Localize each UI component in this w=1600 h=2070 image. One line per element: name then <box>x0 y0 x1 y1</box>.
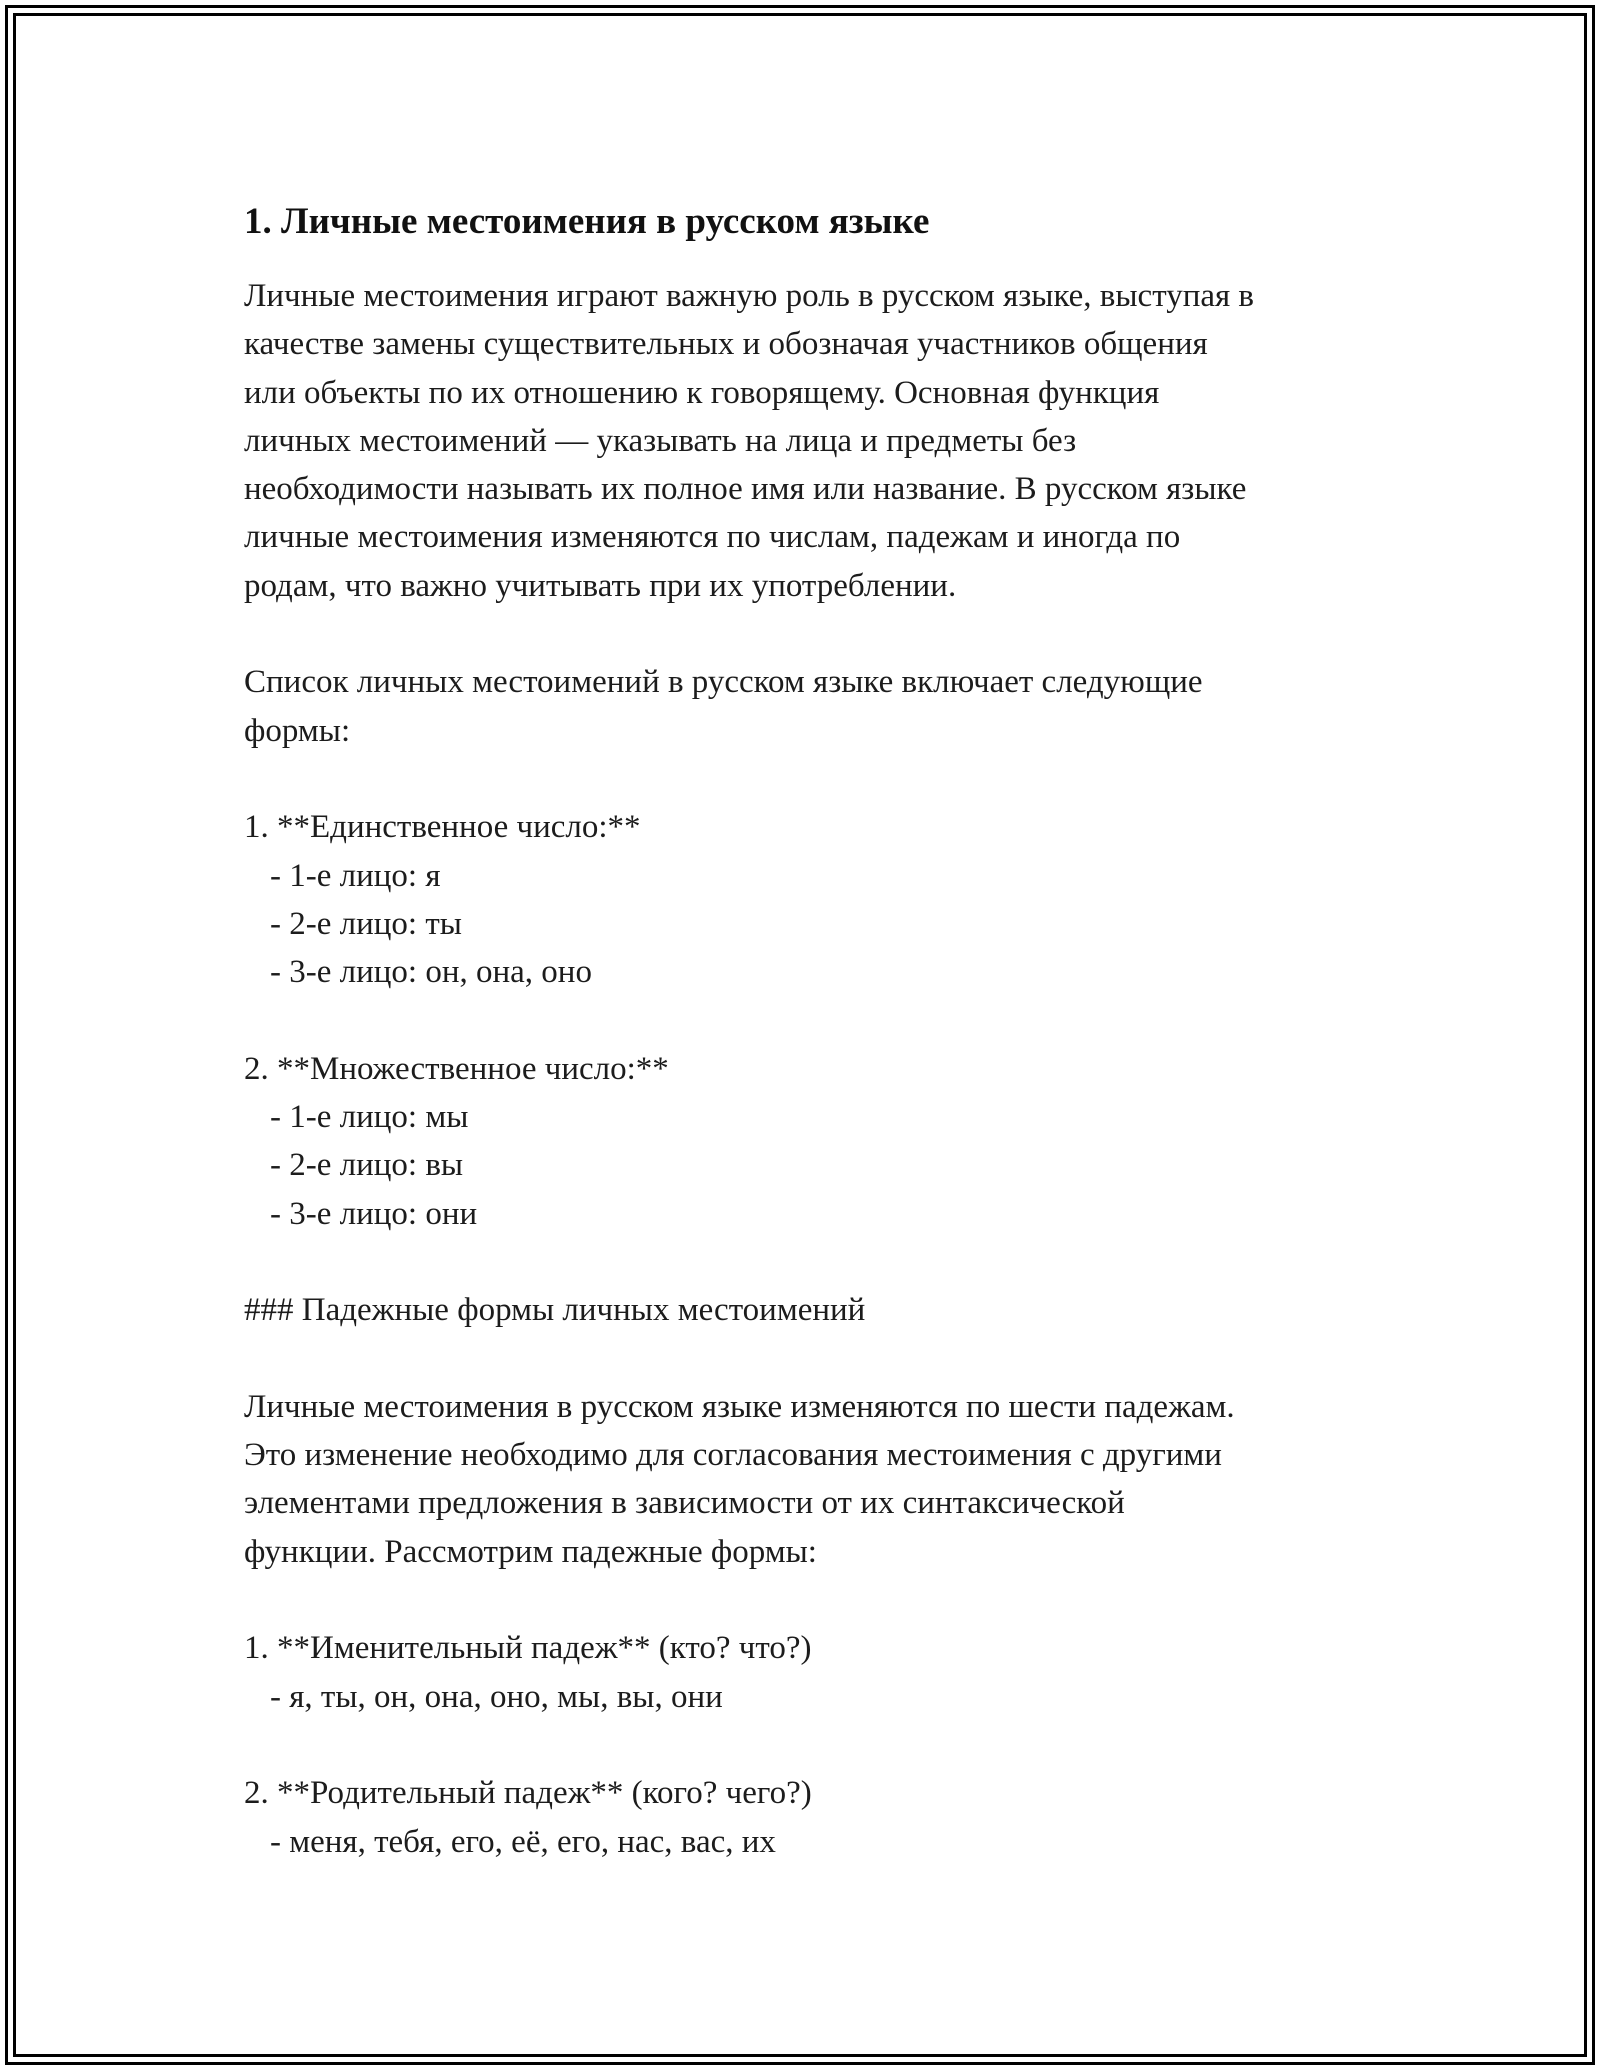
document-title: 1. Личные местоимения в русском языке <box>244 201 930 242</box>
genitive-section <box>244 1769 1394 1866</box>
text-line: Личные местоимения в русском языке изменяются по шести падежам. <box>244 1388 1235 1425</box>
section-heading: ### Падежные формы личных местоимений <box>244 1292 866 1329</box>
text-line: личные местоимения изменяются по числам, падежам и иногда по <box>244 519 1181 556</box>
plural-section <box>244 1045 1394 1238</box>
document-body <box>244 194 1394 1866</box>
list-item: - 3-е лицо: он, она, оно <box>270 954 592 991</box>
text-line: личных местоимений — указывать на лица и предметы без <box>244 422 1077 459</box>
text-line: функции. Рассмотрим падежные формы: <box>244 1533 817 1570</box>
blank-line <box>244 1335 1394 1383</box>
intro-paragraph <box>244 272 1394 610</box>
list-item: - 1-е лицо: я <box>270 857 441 894</box>
blank-line <box>244 1238 1394 1286</box>
cases-intro-paragraph <box>244 1383 1394 1576</box>
text-line: или объекты по их отношению к говорящему. Основная функция <box>244 374 1160 411</box>
list-heading: 2. **Множественное число:** <box>244 1050 669 1087</box>
list-item: - 3-е лицо: они <box>270 1195 478 1232</box>
case-forms: - меня, тебя, его, её, его, нас, вас, их <box>270 1823 776 1860</box>
text-line: Это изменение необходимо для согласования местоимения с другими <box>244 1437 1222 1474</box>
blank-line <box>244 610 1394 658</box>
list-item: - 1-е лицо: мы <box>270 1099 469 1136</box>
text-line: элементами предложения в зависимости от их синтаксической <box>244 1485 1125 1522</box>
list-item: - 2-е лицо: вы <box>270 1147 464 1184</box>
case-heading: 2. **Родительный падеж** (кого? чего?) <box>244 1775 812 1812</box>
text-line: качестве замены существительных и обозначая участников общения <box>244 326 1208 363</box>
page-border <box>5 5 1595 2065</box>
text-line: формы: <box>244 712 351 749</box>
list-heading: 1. **Единственное число:** <box>244 809 641 846</box>
list-intro-paragraph <box>244 658 1394 755</box>
text-line: родам, что важно учитывать при их употреблении. <box>244 567 957 604</box>
text-line: Список личных местоимений в русском языке включает следующие <box>244 664 1203 701</box>
list-item: - 2-е лицо: ты <box>270 905 462 942</box>
text-line: Личные местоимения играют важную роль в русском языке, выступая в <box>244 278 1255 314</box>
case-heading: 1. **Именительный падеж** (кто? что?) <box>244 1630 812 1667</box>
text-line: необходимости называть их полное имя или название. В русском языке <box>244 471 1247 508</box>
blank-line <box>244 996 1394 1044</box>
nominative-section <box>244 1624 1394 1721</box>
blank-line <box>244 1721 1394 1769</box>
case-forms: - я, ты, он, она, оно, мы, вы, они <box>270 1678 723 1715</box>
blank-line <box>244 755 1394 803</box>
blank-line <box>244 1576 1394 1624</box>
singular-section <box>244 803 1394 996</box>
